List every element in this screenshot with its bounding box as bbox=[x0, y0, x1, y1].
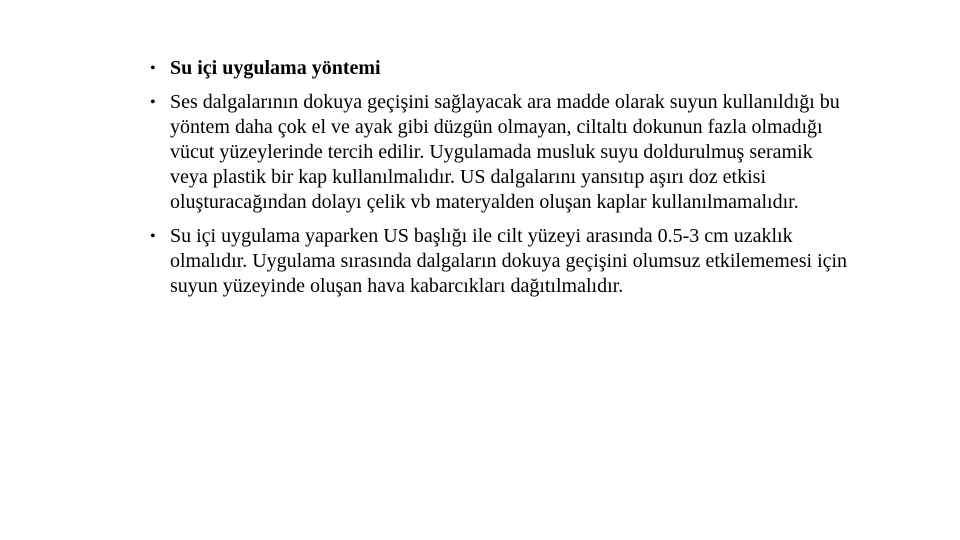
paragraph-text: Ses dalgalarının dokuya geçişini sağlayacak ara madde olarak suyun kullanıldığı bu yöntem daha çok el ve ayak gibi düzgün olmayan, ciltaltı dokunun fazla olmadığı vücut yüzeylerinde tercih edilir. Uygulamada musluk suyu doldurulmuş seramik veya plastik bir kap kullanılmalıdır. US dalgalarını yansıtıp aşırı doz etkisi oluşturacağından dolayı çelik vb materyalden oluşan kaplar kullanılmamalıdır. bbox=[170, 91, 840, 213]
heading-text: Su içi uygulama yöntemi bbox=[170, 57, 381, 79]
list-item bbox=[150, 56, 850, 81]
list-item bbox=[150, 90, 850, 215]
bullet-icon: • bbox=[150, 60, 156, 77]
bullet-list bbox=[150, 56, 850, 308]
list-item bbox=[150, 224, 850, 299]
bullet-icon: • bbox=[150, 94, 156, 111]
paragraph-text: Su içi uygulama yaparken US başlığı ile cilt yüzeyi arasında 0.5-3 cm uzaklık olmalıdır. Uygulama sırasında dalgaların dokuya geçişini olumsuz etkilememesi için suyun yüzeyinde oluşan hava kabarcıkları dağıtılmalıdır. bbox=[170, 225, 848, 297]
bullet-icon: • bbox=[150, 228, 156, 245]
